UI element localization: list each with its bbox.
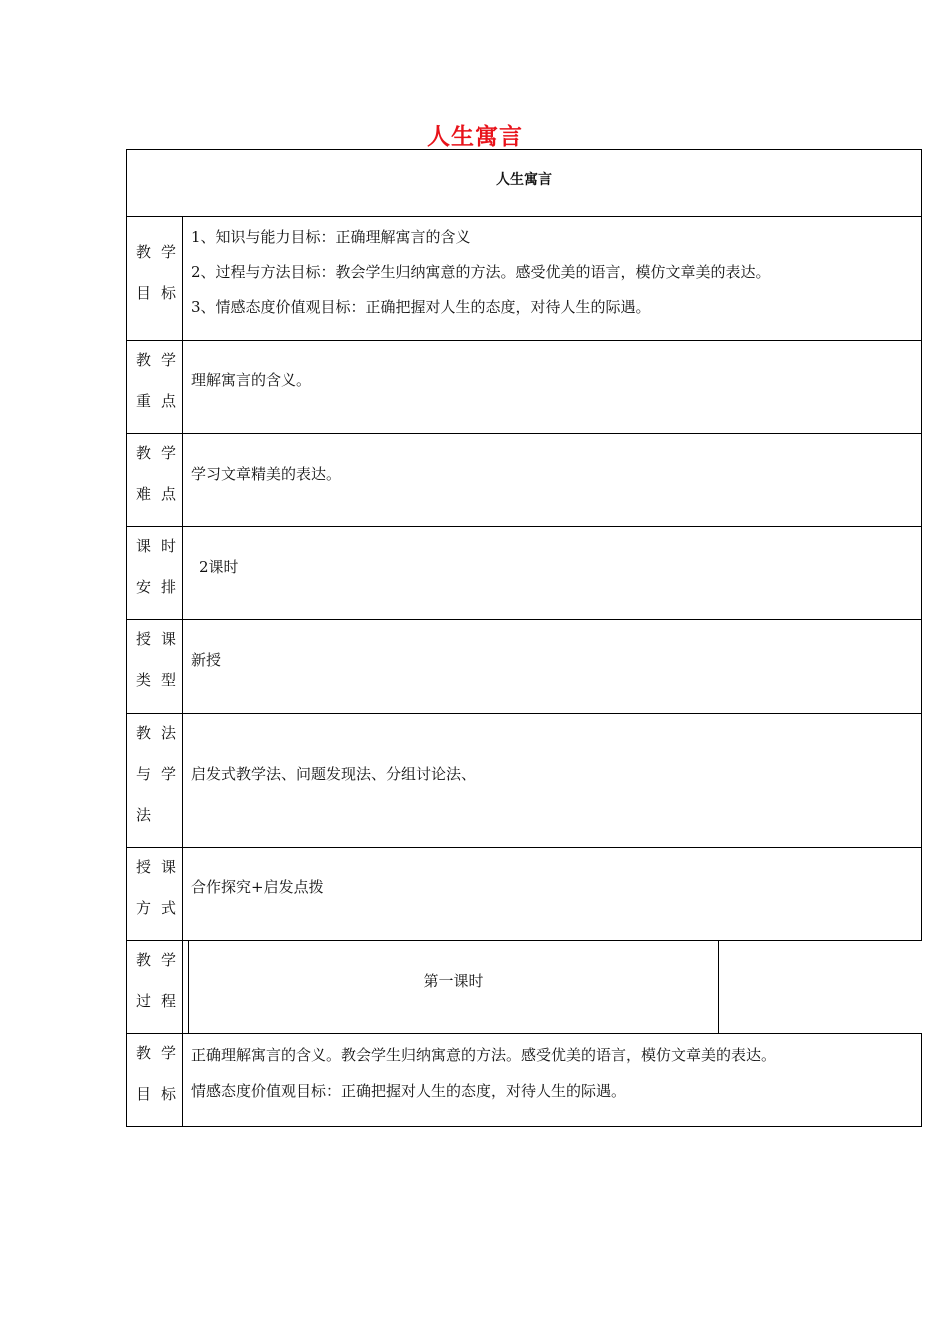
row-label: 重点 xyxy=(136,392,176,410)
label-cell xyxy=(126,216,183,341)
row-label: 目标 xyxy=(136,1085,176,1103)
row-label: 教学 xyxy=(136,951,176,969)
table-row xyxy=(126,619,922,714)
row-content: 合作探究+启发点拨 xyxy=(191,878,324,896)
row-content: 2课时 xyxy=(199,558,239,576)
row-label: 教学 xyxy=(136,243,176,261)
row-content: 正确理解寓言的含义。教会学生归纳寓意的方法。感受优美的语言，模仿文章美的表达。 xyxy=(191,1046,777,1064)
row-content: 情感态度价值观目标：正确把握对人生的态度，对待人生的际遇。 xyxy=(191,1082,627,1100)
row-label: 过程 xyxy=(136,992,176,1010)
row-label: 难点 xyxy=(136,485,176,503)
row-content: 新授 xyxy=(191,651,222,669)
row-content: 1、知识与能力目标：正确理解寓言的含义 xyxy=(191,228,471,246)
table-header-text: 人生寓言 xyxy=(496,172,552,188)
row-label: 方式 xyxy=(136,899,176,917)
row-label: 法 xyxy=(136,806,152,824)
row-label: 教学 xyxy=(136,1044,176,1062)
row-label: 与学 xyxy=(136,765,176,783)
row-label: 类型 xyxy=(136,671,176,689)
row-content: 理解寓言的含义。 xyxy=(191,371,312,389)
table-row xyxy=(126,526,922,620)
lesson-period-title: 第一课时 xyxy=(423,972,484,990)
row-label: 授课 xyxy=(136,630,176,648)
row-label: 教学 xyxy=(136,351,176,369)
row-label: 授课 xyxy=(136,858,176,876)
row-label: 安排 xyxy=(136,578,176,596)
row-label: 课时 xyxy=(136,537,176,555)
row-content: 3、情感态度价值观目标：正确把握对人生的态度，对待人生的际遇。 xyxy=(191,298,651,316)
row-content: 启发式教学法、问题发现法、分组讨论法、 xyxy=(191,765,477,783)
row-label: 教法 xyxy=(136,724,176,742)
row-content: 2、过程与方法目标：教会学生归纳寓意的方法。感受优美的语言，模仿文章美的表达。 xyxy=(191,263,771,281)
row-label: 目标 xyxy=(136,284,176,302)
document-title: 人生寓言 xyxy=(427,124,523,150)
row-content: 学习文章精美的表达。 xyxy=(191,465,342,483)
row-label: 教学 xyxy=(136,444,176,462)
